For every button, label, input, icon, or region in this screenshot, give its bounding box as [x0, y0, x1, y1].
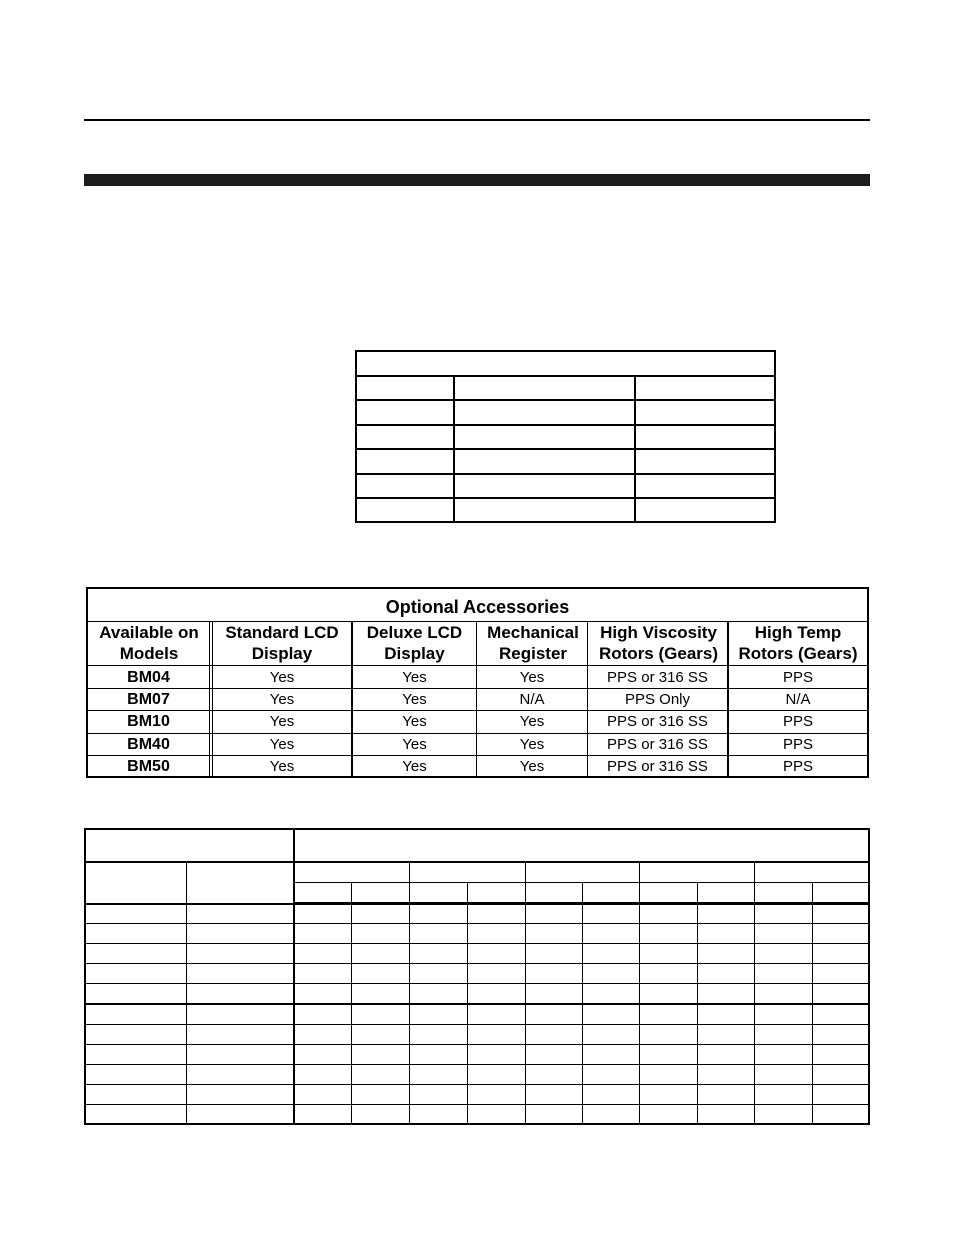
section-bar — [84, 174, 870, 186]
table-cell: Yes — [402, 669, 427, 686]
column-header-mechanical-register: Mechanical Register — [487, 622, 579, 663]
table-cell: Yes — [402, 713, 427, 730]
column-header-high-viscosity: High Viscosity Rotors (Gears) — [598, 622, 719, 663]
header-rule — [84, 119, 870, 121]
table-cell: PPS or 316 SS — [607, 669, 708, 686]
table-cell: Yes — [402, 758, 427, 775]
table-cell-model: BM04 — [127, 669, 170, 686]
table-cell: Yes — [269, 758, 295, 775]
table-cell: PPS — [782, 758, 813, 775]
table-cell: PPS Only — [624, 691, 691, 708]
table-cell: Yes — [402, 736, 427, 753]
empty-table-top — [355, 350, 776, 523]
table-cell: Yes — [269, 713, 295, 730]
table-cell: PPS — [782, 713, 813, 730]
column-header-deluxe-lcd: Deluxe LCD Display — [366, 622, 463, 663]
table-cell: N/A — [785, 691, 811, 708]
table-cell-model: BM07 — [127, 691, 170, 708]
table-title: Optional Accessories — [88, 589, 867, 622]
table-cell: Yes — [269, 736, 295, 753]
column-header-high-temp: High Temp Rotors (Gears) — [738, 622, 858, 663]
table-cell: PPS or 316 SS — [607, 713, 708, 730]
table-cell: Yes — [269, 669, 295, 686]
table-cell: Yes — [519, 758, 545, 775]
table-cell: PPS — [782, 736, 813, 753]
table-cell: Yes — [402, 691, 427, 708]
empty-table-bottom — [84, 828, 870, 1125]
table-cell-model: BM50 — [127, 758, 170, 775]
table-cell-model: BM10 — [127, 713, 170, 730]
table-cell-model: BM40 — [127, 736, 170, 753]
accessories-table — [86, 587, 869, 778]
table-cell: N/A — [519, 691, 545, 708]
column-header-standard-lcd: Standard LCD Display — [225, 622, 339, 663]
column-header-models: Available on Models — [99, 622, 199, 663]
table-cell: Yes — [519, 713, 545, 730]
table-cell: Yes — [269, 691, 295, 708]
table-cell: PPS or 316 SS — [607, 758, 708, 775]
table-cell: Yes — [519, 736, 545, 753]
table-cell: PPS — [782, 669, 813, 686]
table-cell: Yes — [519, 669, 545, 686]
table-cell: PPS or 316 SS — [607, 736, 708, 753]
